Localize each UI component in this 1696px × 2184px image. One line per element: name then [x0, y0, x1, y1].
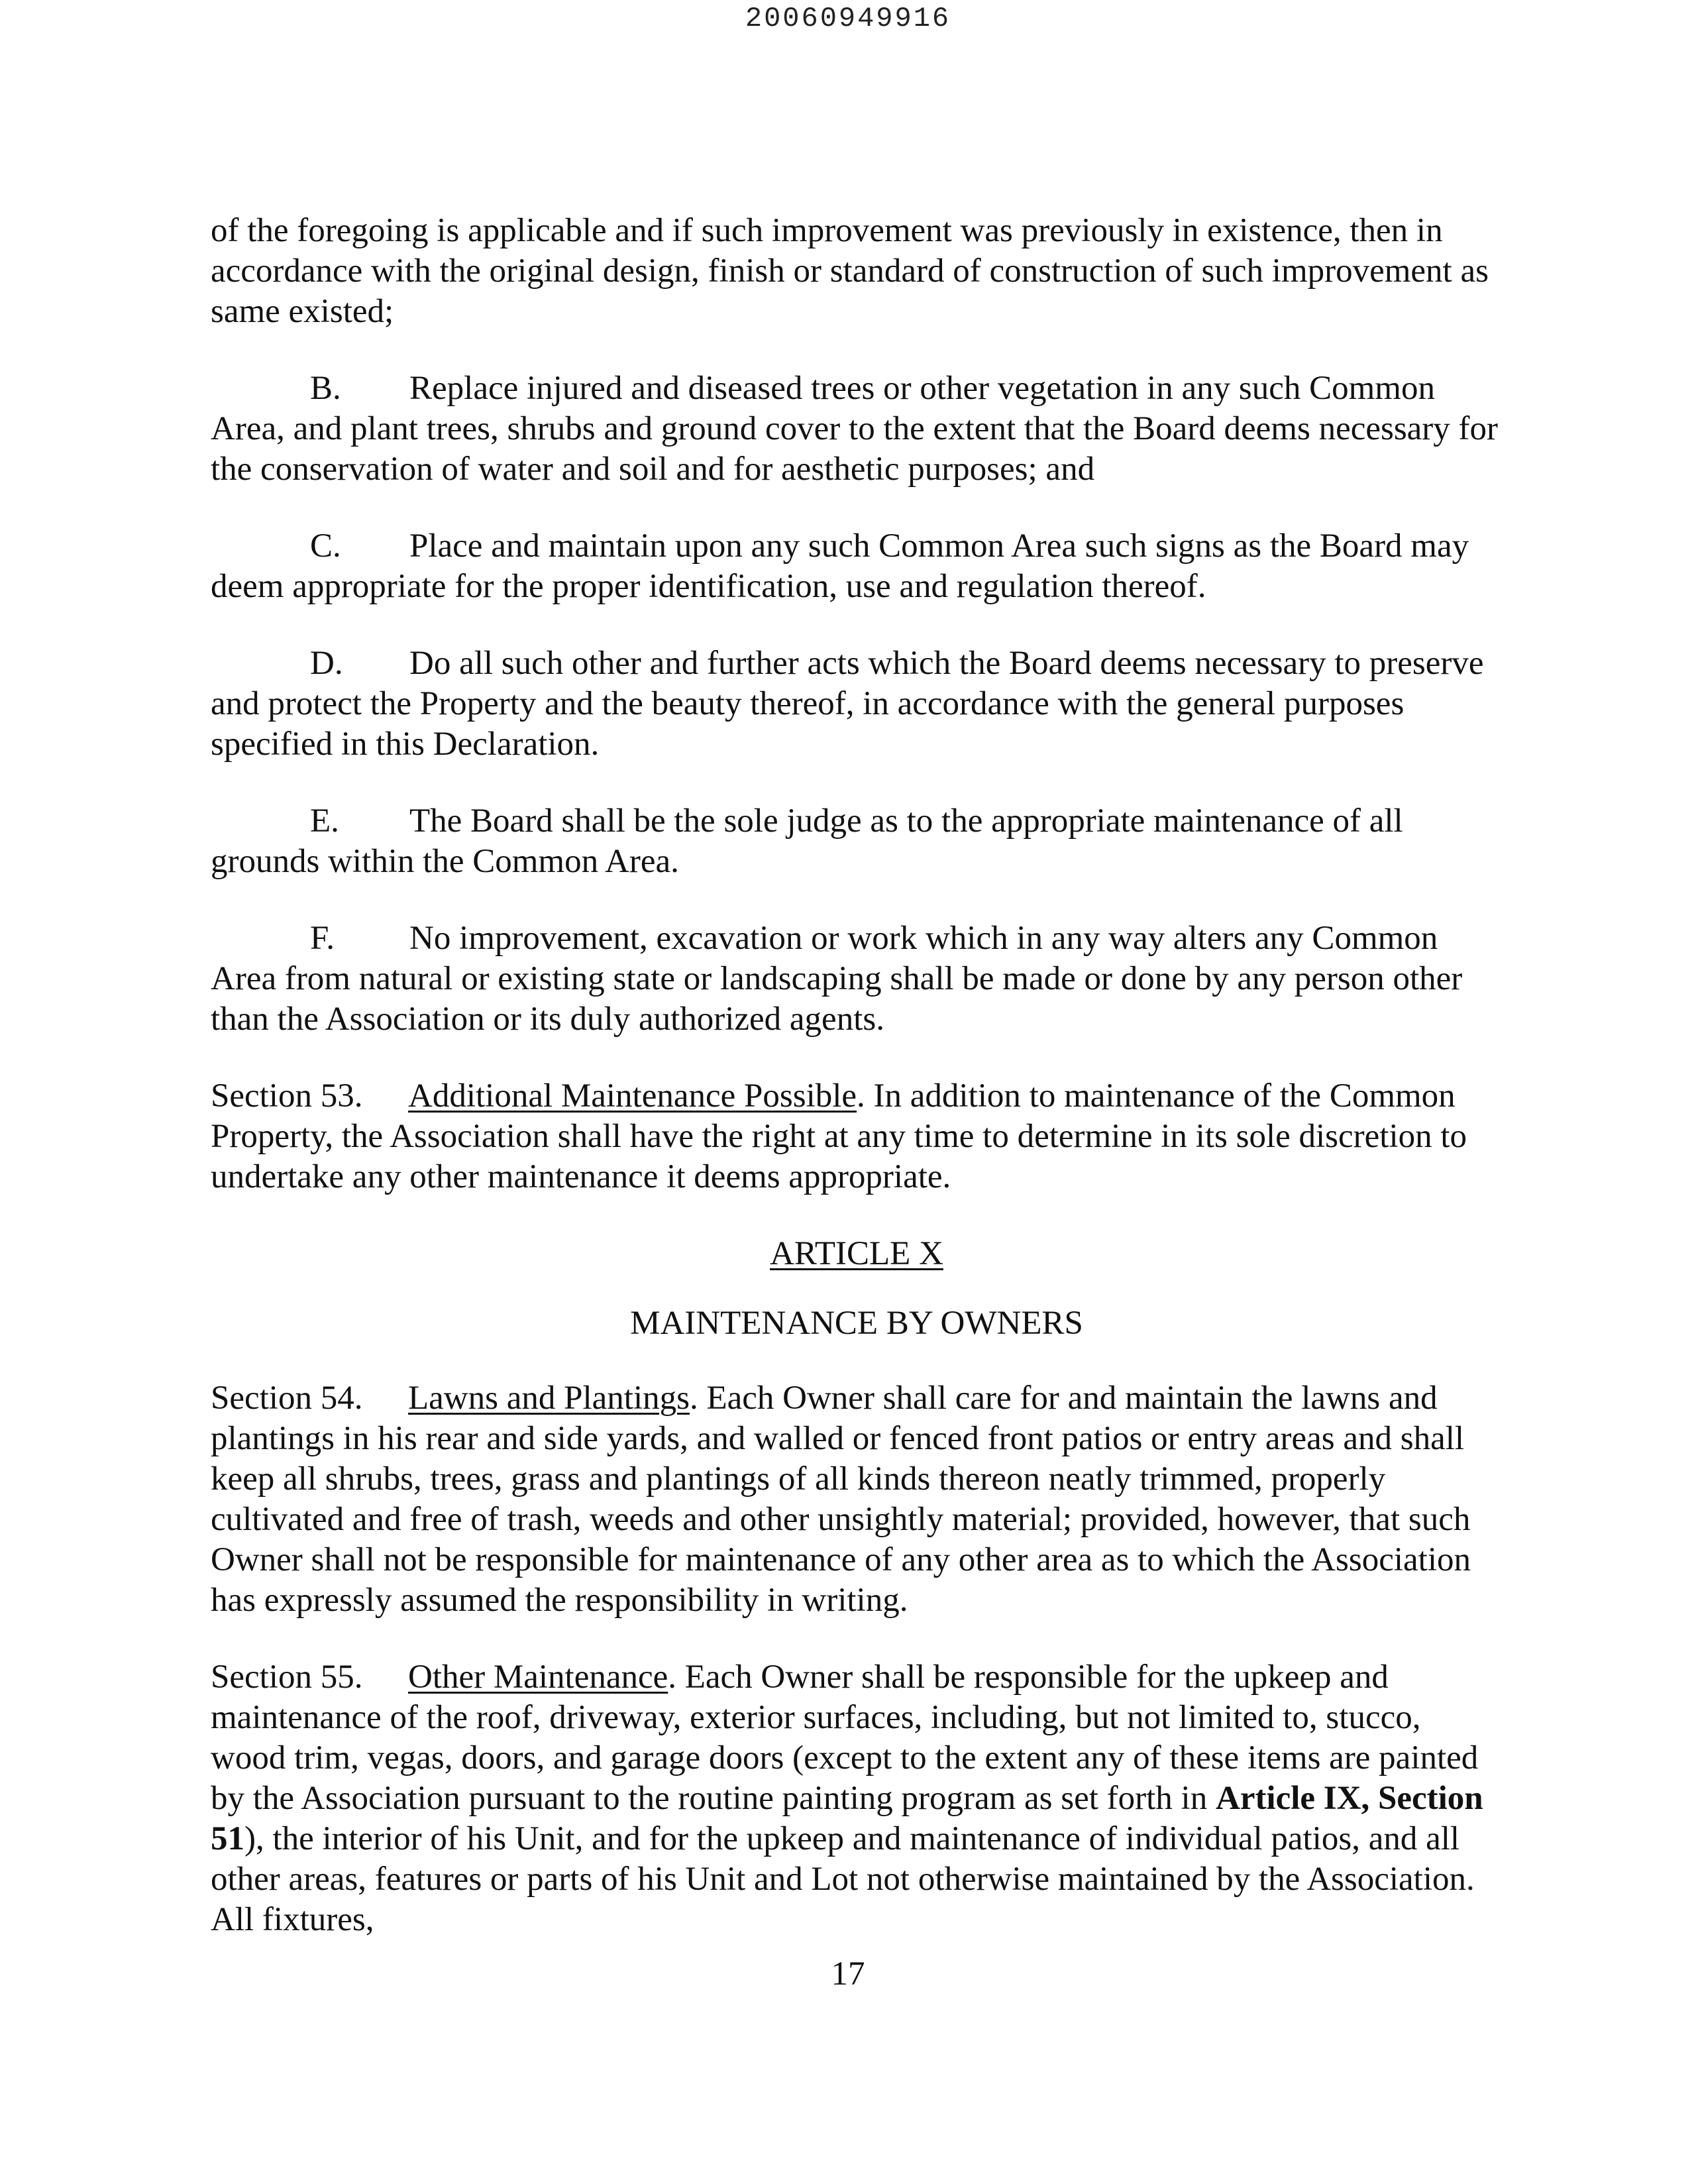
item-e [211, 801, 1503, 882]
section-text: . Each Owner shall care for and maintain the lawns and plantings in his rear and side yards, and walled or fenced front patios or entry areas and shall keep all shrubs, trees, grass and plantings of all kinds thereon neatly trimmed, properly cultivated and free of trash, weeds and other unsightly material; provided, however, that such Owner shall not be responsible for maintenance of any other area as to which the Association has expressly assumed the responsibility in writing. [211, 1380, 1471, 1619]
section-title: Additional Maintenance Possible [408, 1077, 857, 1115]
item-text: Place and maintain upon any such Common Area such signs as the Board may deem appropriate for the proper identification, use and regulation thereof. [211, 527, 1469, 605]
item-text: The Board shall be the sole judge as to the appropriate maintenance of all grounds within the Common Area. [211, 802, 1403, 880]
item-c [211, 526, 1503, 607]
item-text: Replace injured and diseased trees or other vegetation in any such Common Area, and plant trees, shrubs and ground cover to the extent that the Board deems necessary for the conservation of water and soil and for aesthetic purposes; and [211, 370, 1499, 488]
section-label: Section 54. [211, 1380, 363, 1417]
section-title: Lawns and Plantings [408, 1380, 690, 1417]
item-label: D. [310, 645, 343, 682]
item-f [211, 918, 1503, 1040]
item-b [211, 368, 1503, 490]
article-heading [211, 1234, 1503, 1274]
section-title: Other Maintenance [408, 1659, 668, 1696]
article-subheading: MAINTENANCE BY OWNERS [630, 1305, 1083, 1342]
document-id: 20060949916 [745, 3, 951, 34]
document-body [211, 211, 1503, 1977]
section-label: Section 53. [211, 1077, 363, 1115]
item-label: C. [310, 527, 341, 565]
section-54 [211, 1378, 1503, 1621]
section-text: . In addition to maintenance of the Common Property, the Association shall have the right at any time to determine in its sole discretion to undertake any other maintenance it deems appropriate. [211, 1077, 1467, 1195]
section-reference: Article IX, Section 51 [211, 1780, 1483, 1857]
intro-continuation: of the foregoing is applicable and if such improvement was previously in existence, then in accordance with the original design, finish or standard of construction of such improvement as same existed; [211, 212, 1489, 330]
page-number: 17 [831, 1955, 865, 1993]
item-label: F. [310, 920, 335, 957]
section-text-continued: ), the interior of his Unit, and for the upkeep and maintenance of individual patios, and all other areas, features or parts of his Unit and Lot not otherwise maintained by the Association. All fixtures, [211, 1820, 1475, 1938]
item-label: B. [310, 370, 341, 407]
section-53 [211, 1076, 1503, 1197]
item-label: E. [310, 802, 339, 840]
article-heading-text: ARTICLE X [770, 1235, 943, 1272]
section-55 [211, 1657, 1503, 1940]
item-text: No improvement, excavation or work which in any way alters any Common Area from natural or existing state or landscaping shall be made or done by any person other than the Association or its duly authorized agents. [211, 920, 1463, 1038]
section-text: . Each Owner shall be responsible for the upkeep and maintenance of the roof, driveway, exterior surfaces, including, but not limited to, stucco, wood trim, vegas, doors, and garage doors (except to the extent any of these items are painted by the Association pursuant to the routine painting program as set forth in [211, 1659, 1479, 1817]
section-label: Section 55. [211, 1659, 363, 1696]
item-text: Do all such other and further acts which the Board deems necessary to preserve and protect the Property and the beauty thereof, in accordance with the general purposes specified in this Declaration. [211, 645, 1484, 763]
item-d [211, 643, 1503, 765]
